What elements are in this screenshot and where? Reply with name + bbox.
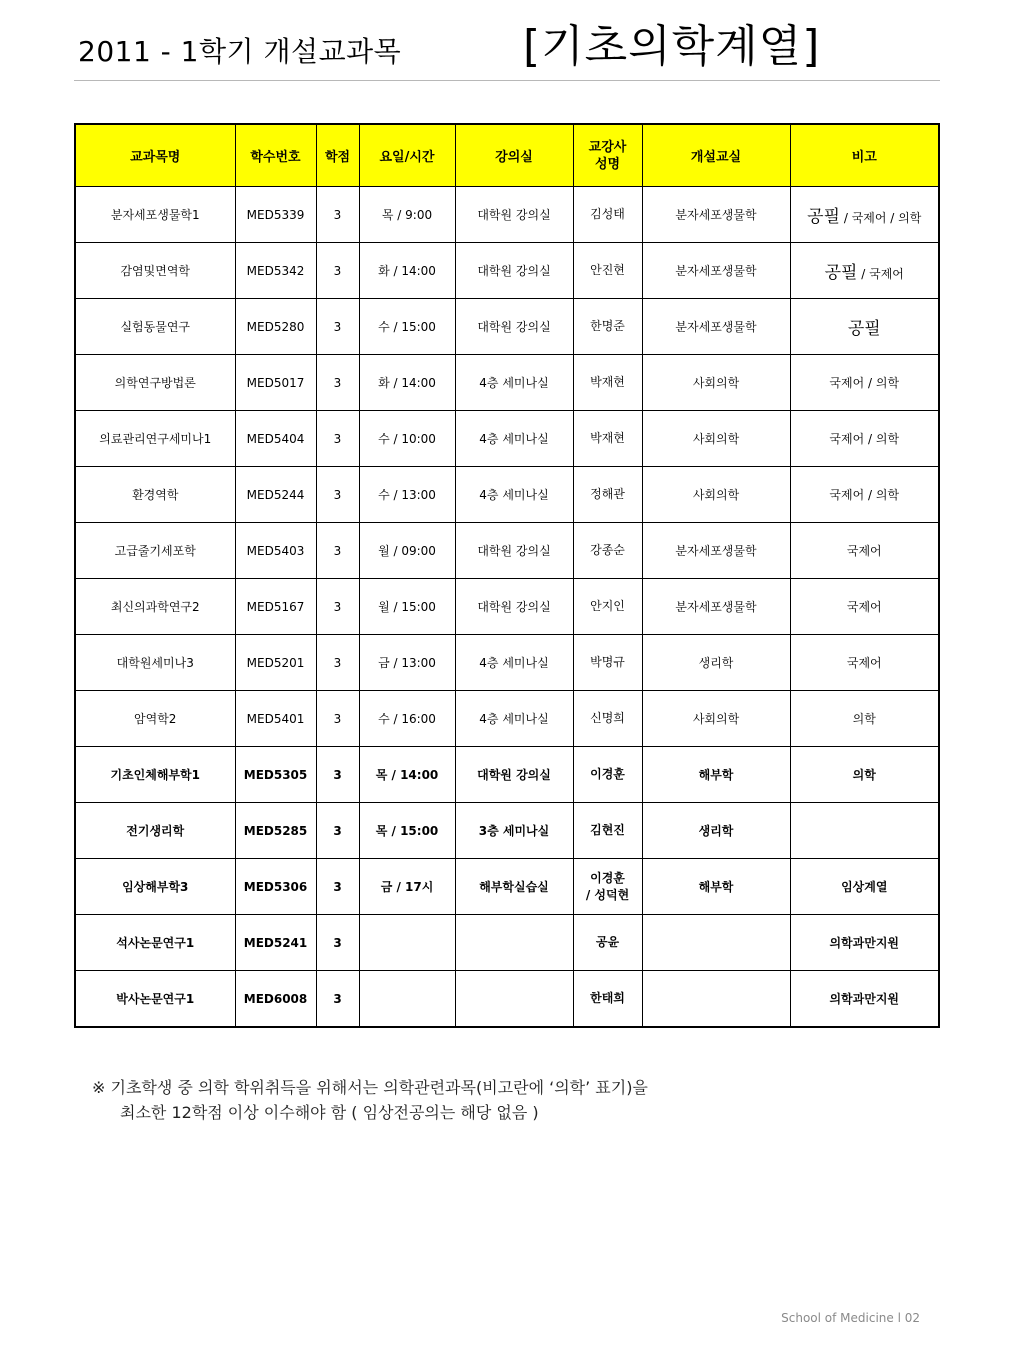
remarks-required-tag: 공필 — [807, 207, 841, 227]
course-code-cell: MED5244 — [235, 467, 316, 523]
instructor-cell: 박재현 — [573, 411, 642, 467]
classroom-cell: 4층 세미나실 — [455, 635, 573, 691]
table-row — [75, 691, 939, 747]
course-code-cell: MED5017 — [235, 355, 316, 411]
table-row — [75, 635, 939, 691]
course-name-cell: 전기생리학 — [75, 803, 235, 859]
remarks-cell: 국제어 / 의학 — [790, 411, 939, 467]
classroom-cell: 대학원 강의실 — [455, 579, 573, 635]
remarks-cell — [790, 803, 939, 859]
instructor-cell: 강종순 — [573, 523, 642, 579]
credits-cell: 3 — [316, 187, 359, 243]
classroom-cell: 대학원 강의실 — [455, 523, 573, 579]
instructor-cell: 김현진 — [573, 803, 642, 859]
table-row — [75, 411, 939, 467]
table-row — [75, 579, 939, 635]
course-code-cell: MED5285 — [235, 803, 316, 859]
department-cell: 분자세포생물학 — [642, 243, 790, 299]
classroom-cell: 대학원 강의실 — [455, 243, 573, 299]
credits-cell: 3 — [316, 971, 359, 1028]
table-row — [75, 859, 939, 915]
course-code-cell: MED5241 — [235, 915, 316, 971]
department-cell: 분자세포생물학 — [642, 523, 790, 579]
remarks-cell: 의학 — [790, 747, 939, 803]
remarks-cell — [790, 299, 939, 355]
instructor-cell: 김성태 — [573, 187, 642, 243]
credits-cell: 3 — [316, 355, 359, 411]
day-time-cell: 금 / 13:00 — [359, 635, 455, 691]
page-header — [78, 8, 948, 72]
credits-cell: 3 — [316, 859, 359, 915]
day-time-cell: 화 / 14:00 — [359, 243, 455, 299]
table-row — [75, 299, 939, 355]
classroom-cell — [455, 915, 573, 971]
course-table-body — [75, 187, 939, 1028]
remarks-cell: 국제어 — [790, 635, 939, 691]
remarks-cell: 의학 — [790, 691, 939, 747]
day-time-cell: 수 / 10:00 — [359, 411, 455, 467]
day-time-cell: 화 / 14:00 — [359, 355, 455, 411]
classroom-cell: 4층 세미나실 — [455, 467, 573, 523]
classroom-cell: 4층 세미나실 — [455, 355, 573, 411]
column-header-department: 개설교실 — [642, 124, 790, 187]
course-name-cell: 대학원세미나3 — [75, 635, 235, 691]
day-time-cell: 수 / 16:00 — [359, 691, 455, 747]
instructor-cell: 이경훈 / 성덕현 — [573, 859, 642, 915]
day-time-cell: 월 / 15:00 — [359, 579, 455, 635]
department-cell: 해부학 — [642, 747, 790, 803]
department-cell: 해부학 — [642, 859, 790, 915]
instructor-cell: 안지인 — [573, 579, 642, 635]
credits-cell: 3 — [316, 523, 359, 579]
department-cell: 분자세포생물학 — [642, 187, 790, 243]
course-code-cell: MED5401 — [235, 691, 316, 747]
table-row — [75, 747, 939, 803]
course-name-cell: 암역학2 — [75, 691, 235, 747]
table-row — [75, 971, 939, 1028]
instructor-cell: 이경훈 — [573, 747, 642, 803]
course-name-cell: 기초인체해부학1 — [75, 747, 235, 803]
day-time-cell: 금 / 17시 — [359, 859, 455, 915]
course-code-cell: MED6008 — [235, 971, 316, 1028]
classroom-cell: 대학원 강의실 — [455, 747, 573, 803]
credits-cell: 3 — [316, 299, 359, 355]
credits-cell: 3 — [316, 635, 359, 691]
column-header-instructor: 교강사 성명 — [573, 124, 642, 187]
instructor-cell: 박명규 — [573, 635, 642, 691]
course-code-cell: MED5280 — [235, 299, 316, 355]
remarks-cell: 국제어 / 의학 — [790, 355, 939, 411]
remarks-text: / 국제어 — [857, 267, 904, 281]
remarks-text: / 국제어 / 의학 — [840, 211, 922, 225]
classroom-cell — [455, 971, 573, 1028]
course-name-cell: 박사논문연구1 — [75, 971, 235, 1028]
credits-cell: 3 — [316, 691, 359, 747]
course-name-cell: 감염및면역학 — [75, 243, 235, 299]
department-cell: 사회의학 — [642, 411, 790, 467]
credits-cell: 3 — [316, 579, 359, 635]
column-header-course-name: 교과목명 — [75, 124, 235, 187]
course-code-cell: MED5167 — [235, 579, 316, 635]
credits-cell: 3 — [316, 803, 359, 859]
column-header-credits: 학점 — [316, 124, 359, 187]
course-name-cell: 환경역학 — [75, 467, 235, 523]
table-row — [75, 523, 939, 579]
table-row — [75, 355, 939, 411]
page-subtitle: [기초의학계열] — [523, 21, 821, 72]
department-cell: 분자세포생물학 — [642, 579, 790, 635]
course-code-cell: MED5305 — [235, 747, 316, 803]
credits-cell: 3 — [316, 411, 359, 467]
classroom-cell: 4층 세미나실 — [455, 691, 573, 747]
credits-cell: 3 — [316, 243, 359, 299]
footnote — [92, 1075, 648, 1125]
footnote-line-1: ※ 기초학생 중 의학 학위취득을 위해서는 의학관련과목(비고란에 ‘의학’ 표기)을 — [92, 1078, 648, 1097]
classroom-cell: 3층 세미나실 — [455, 803, 573, 859]
column-header-day-time: 요일/시간 — [359, 124, 455, 187]
department-cell: 사회의학 — [642, 355, 790, 411]
day-time-cell — [359, 971, 455, 1028]
course-name-cell: 임상해부학3 — [75, 859, 235, 915]
instructor-cell: 한명준 — [573, 299, 642, 355]
department-cell: 분자세포생물학 — [642, 299, 790, 355]
department-cell: 생리학 — [642, 803, 790, 859]
table-row — [75, 915, 939, 971]
credits-cell: 3 — [316, 467, 359, 523]
table-header-row — [75, 124, 939, 187]
remarks-cell: 의학과만지원 — [790, 971, 939, 1028]
column-header-classroom: 강의실 — [455, 124, 573, 187]
remarks-cell: 국제어 / 의학 — [790, 467, 939, 523]
column-header-remarks: 비고 — [790, 124, 939, 187]
table-row — [75, 467, 939, 523]
course-table — [74, 123, 940, 1028]
day-time-cell: 목 / 9:00 — [359, 187, 455, 243]
page-title: 2011 - 1학기 개설교과목 — [78, 35, 402, 68]
instructor-cell: 공윤 — [573, 915, 642, 971]
day-time-cell: 수 / 13:00 — [359, 467, 455, 523]
remarks-cell: 국제어 — [790, 579, 939, 635]
department-cell — [642, 915, 790, 971]
footnote-line-2: 최소한 12학점 이상 이수해야 함 ( 임상전공의는 해당 없음 ) — [120, 1103, 539, 1122]
classroom-cell: 대학원 강의실 — [455, 187, 573, 243]
course-name-cell: 최신의과학연구2 — [75, 579, 235, 635]
course-name-cell: 석사논문연구1 — [75, 915, 235, 971]
department-cell — [642, 971, 790, 1028]
credits-cell: 3 — [316, 747, 359, 803]
course-code-cell: MED5404 — [235, 411, 316, 467]
day-time-cell: 수 / 15:00 — [359, 299, 455, 355]
table-row — [75, 803, 939, 859]
header-divider — [74, 80, 940, 81]
remarks-required-tag: 공필 — [847, 319, 881, 339]
instructor-cell: 안진현 — [573, 243, 642, 299]
course-name-cell: 실험동물연구 — [75, 299, 235, 355]
day-time-cell: 목 / 14:00 — [359, 747, 455, 803]
remarks-cell: 임상계열 — [790, 859, 939, 915]
course-code-cell: MED5342 — [235, 243, 316, 299]
day-time-cell — [359, 915, 455, 971]
department-cell: 사회의학 — [642, 691, 790, 747]
day-time-cell: 목 / 15:00 — [359, 803, 455, 859]
classroom-cell: 4층 세미나실 — [455, 411, 573, 467]
credits-cell: 3 — [316, 915, 359, 971]
instructor-cell: 정해관 — [573, 467, 642, 523]
table-row — [75, 243, 939, 299]
course-code-cell: MED5201 — [235, 635, 316, 691]
page-footer: School of Medicine l 02 — [781, 1311, 920, 1325]
department-cell: 생리학 — [642, 635, 790, 691]
course-name-cell: 의학연구방법론 — [75, 355, 235, 411]
remarks-cell — [790, 243, 939, 299]
course-name-cell: 의료관리연구세미나1 — [75, 411, 235, 467]
course-code-cell: MED5306 — [235, 859, 316, 915]
classroom-cell: 해부학실습실 — [455, 859, 573, 915]
course-name-cell: 분자세포생물학1 — [75, 187, 235, 243]
table-row — [75, 187, 939, 243]
remarks-cell: 국제어 — [790, 523, 939, 579]
course-code-cell: MED5403 — [235, 523, 316, 579]
department-cell: 사회의학 — [642, 467, 790, 523]
classroom-cell: 대학원 강의실 — [455, 299, 573, 355]
instructor-cell: 박재현 — [573, 355, 642, 411]
remarks-cell — [790, 187, 939, 243]
column-header-course-code: 학수번호 — [235, 124, 316, 187]
course-name-cell: 고급줄기세포학 — [75, 523, 235, 579]
course-code-cell: MED5339 — [235, 187, 316, 243]
instructor-cell: 신명희 — [573, 691, 642, 747]
instructor-cell: 한태희 — [573, 971, 642, 1028]
remarks-cell: 의학과만지원 — [790, 915, 939, 971]
remarks-required-tag: 공필 — [824, 263, 858, 283]
day-time-cell: 월 / 09:00 — [359, 523, 455, 579]
